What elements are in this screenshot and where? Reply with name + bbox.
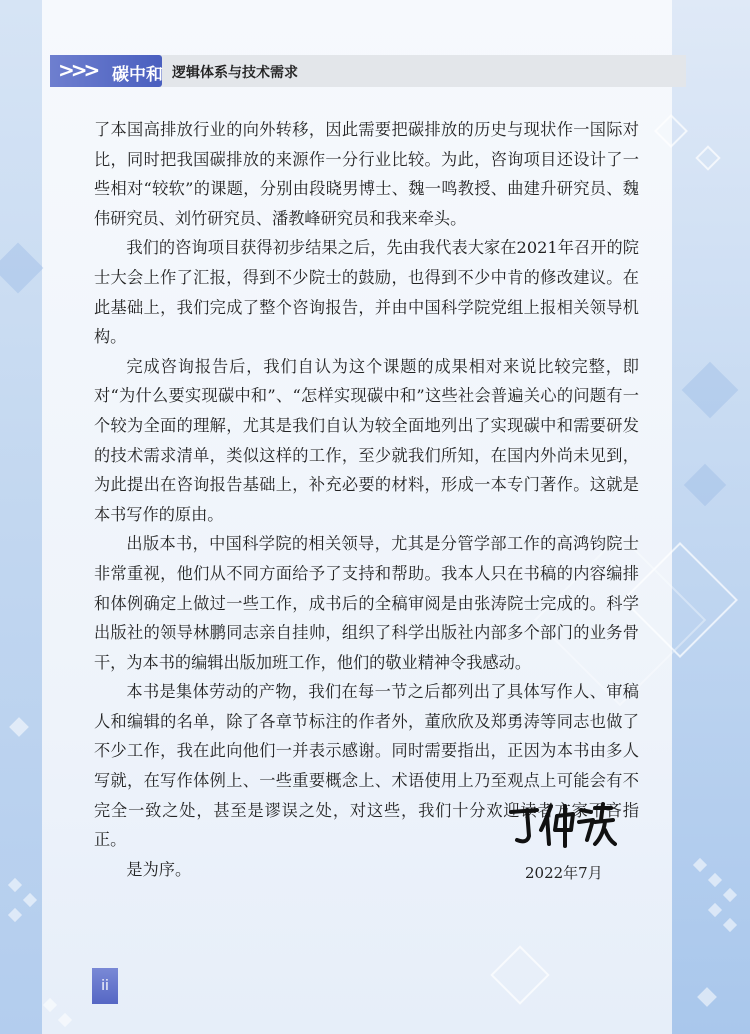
paragraph: 我们的咨询项目获得初步结果之后，先由我代表大家在2021年召开的院士大会上作了汇报，得到不少院士的鼓励，也得到不少中肯的修改建议。在此基础上，我们完成了整个咨询报告，并由中国科学院党组上报相关领导机构。 <box>94 238 639 347</box>
handwritten-signature <box>507 800 617 850</box>
chevron-right-icon: >>> <box>58 58 97 82</box>
page-number: ii <box>92 968 118 1004</box>
paragraph: 出版本书，中国科学院的相关领导，尤其是分管学部工作的高鸿钧院士非常重视，他们从不同方面给予了支持和帮助。我本人只在书稿的内容编排和体例确定上做过一些工作，成书后的全稿审阅是由张涛院士完成的。科学出版社的领导林鹏同志亲自挂帅，组织了科学出版社内部多个部门的业务骨干，为本书的编辑出版加班工作，他们的敬业精神令我感动。 <box>94 534 639 672</box>
date-line: 2022年7月 <box>525 864 603 882</box>
preface-body <box>94 115 639 884</box>
book-subtitle: 逻辑体系与技术需求 <box>172 65 298 81</box>
paragraph: 了本国高排放行业的向外转移，因此需要把碳排放的历史与现状作一国际对比，同时把我国碳排放的来源作一分行业比较。为此，咨询项目还设计了一些相对“较软”的课题，分别由段晓男博士、魏一鸣教授、曲建升研究员、魏伟研究员、刘竹研究员、潘教峰研究员和我来牵头。 <box>94 120 639 228</box>
paragraph: 完成咨询报告后，我们自认为这个课题的成果相对来说比较完整，即对“为什么要实现碳中和”、“怎样实现碳中和”这些社会普遍关心的问题有一个较为全面的理解，尤其是我们自认为较全面地列出了实现碳中和需要研发的技术需求清单，类似这样的工作，至少就我们所知，在国内外尚未见到，为此提出在咨询报告基础上，补充必要的材料，形成一本专门著作。这就是本书写作的原由。 <box>94 356 639 524</box>
series-title: 碳中和 <box>112 65 163 85</box>
closing-line: 是为序。 <box>126 859 192 879</box>
paragraph: 本书是集体劳动的产物，我们在每一节之后都列出了具体写作人、审稿人和编辑的名单，除了各章节标注的作者外，董欣欣及郑勇涛等同志也做了不少工作，我在此向他们一并表示感谢。同时需要指出，正因为本书由多人写就，在写作体例上、一些重要概念上、术语使用上乃至观点上可能会有不完全一致之处，甚至是谬误之处，对这些，我们十分欢迎读者方家不吝指正。 <box>94 682 639 850</box>
